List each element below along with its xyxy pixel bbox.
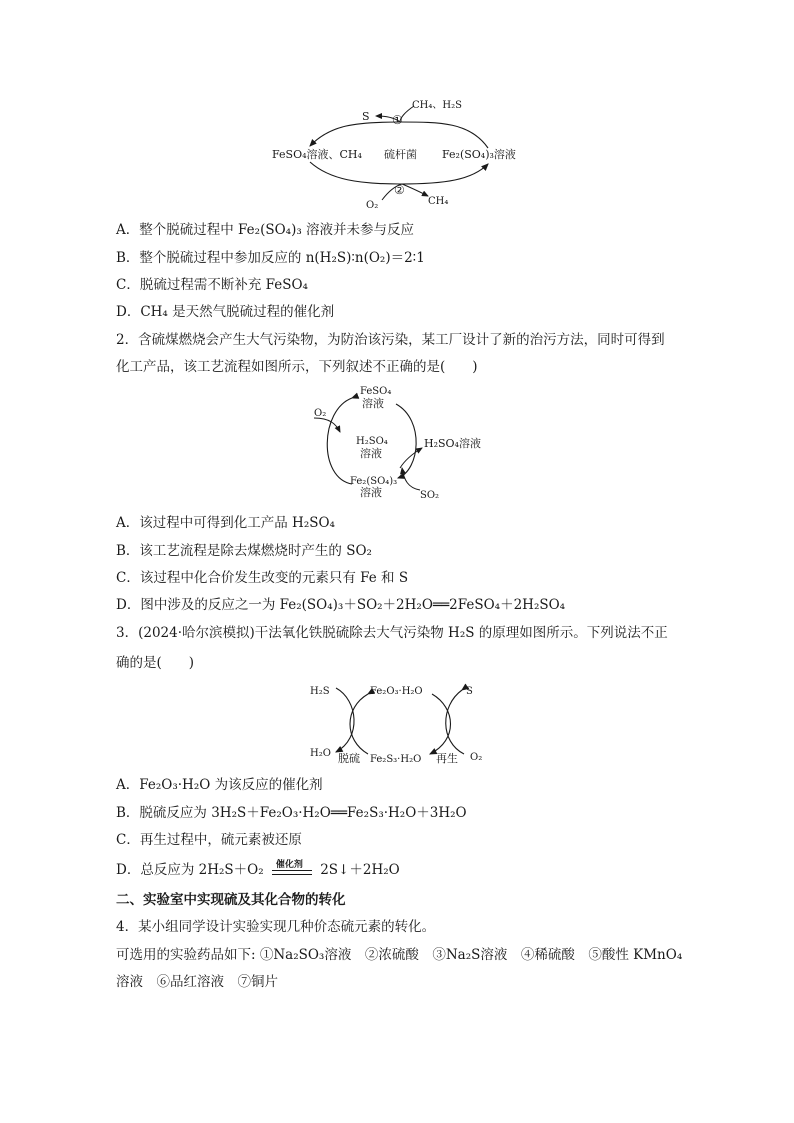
q3-stem-line2: 确的是( ) xyxy=(116,655,195,671)
label-o2: O₂ xyxy=(314,408,327,419)
label-h2so4-center-sol: 溶液 xyxy=(360,447,382,460)
label-feso4: FeSO₄ xyxy=(360,386,392,397)
section2-heading: 二、实验室中实现硫及其化合物的转化 xyxy=(116,892,346,908)
q1-option-d: D．CH₄ 是天然气脱硫过程的催化剂 xyxy=(116,304,335,320)
q4-stem-line3: 溶液 ⑥品红溶液 ⑦铜片 xyxy=(116,974,278,990)
desulf-curve-2 xyxy=(350,694,368,754)
q3-option-d xyxy=(116,860,400,881)
label-regen: 再生 xyxy=(436,752,458,765)
desulf-curve-1 xyxy=(336,688,354,752)
q2-option-a: A．该过程中可得到化工产品 H₂SO₄ xyxy=(116,515,335,531)
label-h2so4-center: H₂SO₄ xyxy=(356,436,388,447)
q1-option-c: C．脱硫过程需不断补充 FeSO₄ xyxy=(116,277,308,293)
label-s: S xyxy=(466,686,473,697)
q4-stem-line1: 4．某小组同学设计实验实现几种价态硫元素的转化。 xyxy=(116,919,436,935)
label-step-1: ① xyxy=(392,113,403,127)
q1-option-b: B．整个脱硫过程中参加反应的 n(H₂S)∶n(O₂)＝2∶1 xyxy=(116,250,425,266)
q4-stem-line2: 可选用的实验药品如下: ①Na₂SO₃溶液 ②浓硫酸 ③Na₂S溶液 ④稀硫酸 ⑤酸性 KMnO₄ xyxy=(116,947,683,963)
q2-stem-line1: 2．含硫煤燃烧会产生大气污染物，为防治该污染，某工厂设计了新的治污方法，同时可得到 xyxy=(116,332,665,348)
q2-option-c: C．该过程中化合价发生改变的元素只有 Fe 和 S xyxy=(116,570,409,586)
regen-curve-1 xyxy=(446,690,464,754)
label-fe2s3-h2o: Fe₂S₃·H₂O xyxy=(370,754,422,765)
label-s: S xyxy=(362,110,370,123)
label-feso4-sol: 溶液 xyxy=(362,397,384,410)
q3-option-d-suffix: 2S↓＋2H₂O xyxy=(320,862,400,878)
q2-option-d: D．图中涉及的反应之一为 Fe₂(SO₄)₃＋SO₂＋2H₂O══2FeSO₄＋2H₂SO₄ xyxy=(116,597,566,613)
label-so2: SO₂ xyxy=(420,490,440,501)
label-o2: O₂ xyxy=(366,200,379,211)
q1-option-a: A．整个脱硫过程中 Fe₂(SO₄)₃ 溶液并未参与反应 xyxy=(116,222,415,238)
regen-curve-2 xyxy=(430,694,451,754)
q3-catalyst-label: 催化剂 xyxy=(275,859,303,870)
q3-option-c: C．再生过程中，硫元素被还原 xyxy=(116,832,302,848)
label-desulf: 脱硫 xyxy=(338,752,360,765)
label-fe2so43-sol: 溶液 xyxy=(360,486,382,499)
q3-option-b: B．脱硫反应为 3H₂S＋Fe₂O₃·H₂O══Fe₂S₃·H₂O＋3H₂O xyxy=(116,805,467,821)
q3-option-d-prefix: D．总反应为 2H₂S＋O₂ xyxy=(116,862,264,878)
q3-stem-line1: 3．(2024·哈尔滨模拟)干法氧化铁脱硫除去大气污染物 H₂S 的原理如图所示。下列说法不正 xyxy=(116,625,668,641)
label-h2o: H₂O xyxy=(310,748,331,759)
label-h2s: H₂S xyxy=(310,686,330,697)
label-fe2o3-h2o: Fe₂O₃·H₂O xyxy=(370,686,423,697)
label-ch4-out: CH₄ xyxy=(428,196,449,207)
q3-option-a: A．Fe₂O₃·H₂O 为该反应的催化剂 xyxy=(116,777,323,793)
q3-catalyst-arrow xyxy=(272,861,312,881)
label-h2so4-out: H₂SO₄溶液 xyxy=(424,437,481,450)
label-fe2so43: Fe₂(SO₄)₃ xyxy=(350,476,398,487)
q2-stem-line2: 化工产品，该工艺流程如图所示，下列叙述不正确的是( ) xyxy=(116,359,478,375)
label-feso4-ch4: FeSO₄溶液、CH₄ xyxy=(272,148,362,161)
label-bacteria: 硫杆菌 xyxy=(384,148,417,161)
label-fe2so43: Fe₂(SO₄)₃溶液 xyxy=(442,148,516,161)
q3-equal-sign xyxy=(272,870,312,875)
q2-option-b: B．该工艺流程是除去煤燃烧时产生的 SO₂ xyxy=(116,543,372,559)
label-step-2: ② xyxy=(394,183,405,197)
label-ch4-h2s: CH₄、H₂S xyxy=(412,100,462,111)
label-o2: O₂ xyxy=(470,752,483,763)
